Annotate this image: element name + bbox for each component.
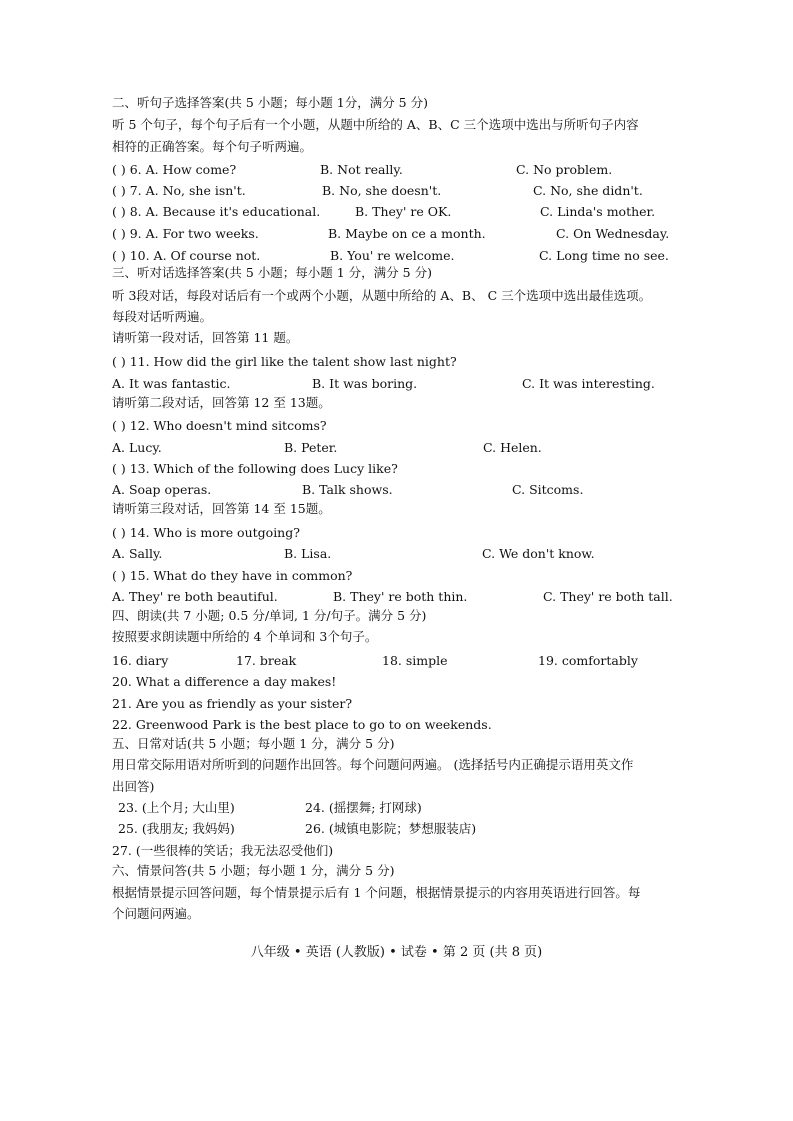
question-13-option-c: C. Sitcoms.	[512, 482, 584, 497]
section-6-instructions-line2: 个问题问两遍。	[112, 906, 200, 921]
question-14: ( ) 14. Who is more outgoing?	[112, 525, 300, 540]
question-6-option-c: C. No problem.	[516, 162, 613, 177]
dialogue-1-prompt: 请听第一段对话，回答第 11 题。	[112, 330, 299, 345]
sentence-22: 22. Greenwood Park is the best place to go to on weekends.	[112, 717, 492, 732]
question-10-option-b: B. You' re welcome.	[330, 248, 455, 263]
question-23: 23. (上个月; 大山里)	[118, 800, 235, 815]
question-8-option-b: B. They' re OK.	[355, 204, 452, 219]
word-16: 16. diary	[112, 653, 169, 668]
question-8: ( ) 8. A. Because it's educational.	[112, 204, 321, 219]
question-14-option-b: B. Lisa.	[284, 546, 332, 561]
question-8-option-c: C. Linda's mother.	[540, 204, 656, 219]
question-10-option-c: C. Long time no see.	[539, 248, 669, 263]
section-6-title: 六、情景问答(共 5 小题；每小题 1 分，满分 5 分)	[112, 863, 395, 878]
question-10: ( ) 10. A. Of course not.	[112, 248, 261, 263]
question-6-option-b: B. Not really.	[320, 162, 403, 177]
question-11: ( ) 11. How did the girl like the talent show last night?	[112, 354, 457, 369]
section-2-title: 二、听句子选择答案(共 5 小题；每小题 1分，满分 5 分)	[112, 95, 428, 110]
question-9-option-c: C. On Wednesday.	[556, 226, 670, 241]
question-11-option-b: B. It was boring.	[312, 376, 418, 391]
question-14-option-c: C. We don't know.	[482, 546, 595, 561]
question-12-option-c: C. Helen.	[483, 440, 542, 455]
question-6: ( ) 6. A. How come?	[112, 162, 237, 177]
section-3-title: 三、听对话选择答案(共 5 小题；每小题 1 分，满分 5 分)	[112, 265, 432, 280]
sentence-21: 21. Are you as friendly as your sister?	[112, 696, 353, 711]
section-5-title: 五、日常对话(共 5 小题；每小题 1 分，满分 5 分)	[112, 736, 395, 751]
question-12: ( ) 12. Who doesn't mind sitcoms?	[112, 418, 327, 433]
section-3-instructions-line1: 听 3段对话，每段对话后有一个或两个小题，从题中所给的 A、B、 C 三个选项中选出最佳选项。	[112, 288, 652, 303]
question-7: ( ) 7. A. No, she isn't.	[112, 183, 246, 198]
section-5-instructions-line2: 出回答)	[112, 779, 155, 794]
section-6-instructions-line1: 根据情景提示回答问题，每个情景提示后有 1 个问题，根据情景提示的内容用英语进行回答。每	[112, 885, 641, 900]
sentence-20: 20. What a difference a day makes!	[112, 674, 337, 689]
question-15-option-a: A. They' re both beautiful.	[112, 589, 278, 604]
word-19: 19. comfortably	[538, 653, 638, 668]
question-11-option-a: A. It was fantastic.	[112, 376, 231, 391]
word-17: 17. break	[236, 653, 297, 668]
section-3-instructions-line2: 每段对话听两遍。	[112, 309, 213, 324]
dialogue-2-prompt: 请听第二段对话，回答第 12 至 13题。	[112, 395, 331, 410]
page-footer: 八年级 • 英语 (人教版) • 试卷 • 第 2 页 (共 8 页)	[250, 945, 543, 960]
question-15-option-b: B. They' re both thin.	[333, 589, 468, 604]
question-11-option-c: C. It was interesting.	[522, 376, 655, 391]
dialogue-3-prompt: 请听第三段对话，回答第 14 至 15题。	[112, 501, 331, 516]
question-9-option-b: B. Maybe on ce a month.	[328, 226, 486, 241]
question-24: 24. (摇摆舞; 打网球)	[305, 800, 422, 815]
question-13-option-b: B. Talk shows.	[302, 482, 393, 497]
question-26: 26. (城镇电影院；梦想服装店)	[305, 821, 477, 836]
question-25: 25. (我朋友; 我妈妈)	[118, 821, 235, 836]
question-13: ( ) 13. Which of the following does Lucy like?	[112, 461, 398, 476]
section-2-instructions-line1: 听 5 个句子，每个句子后有一个小题，从题中所给的 A、B、C 三个选项中选出与所听句子内容	[112, 117, 639, 132]
question-27: 27. (一些很棒的笑话；我无法忍受他们)	[112, 843, 334, 858]
question-12-option-a: A. Lucy.	[112, 440, 162, 455]
question-7-option-b: B. No, she doesn't.	[322, 183, 442, 198]
question-9: ( ) 9. A. For two weeks.	[112, 226, 259, 241]
section-4-title: 四、朗读(共 7 小题; 0.5 分/单词, 1 分/句子。满分 5 分)	[112, 608, 427, 623]
question-15-option-c: C. They' re both tall.	[543, 589, 673, 604]
word-18: 18. simple	[382, 653, 448, 668]
section-2-instructions-line2: 相符的正确答案。每个句子听两遍。	[112, 139, 313, 154]
section-5-instructions-line1: 用日常交际用语对所听到的问题作出回答。每个问题问两遍。 (选择括号内正确提示语用英文作	[112, 757, 634, 772]
section-4-instructions: 按照要求朗读题中所给的 4 个单词和 3个句子。	[112, 629, 378, 644]
question-14-option-a: A. Sally.	[112, 546, 163, 561]
question-13-option-a: A. Soap operas.	[112, 482, 212, 497]
question-12-option-b: B. Peter.	[284, 440, 338, 455]
question-15: ( ) 15. What do they have in common?	[112, 568, 353, 583]
question-7-option-c: C. No, she didn't.	[533, 183, 643, 198]
